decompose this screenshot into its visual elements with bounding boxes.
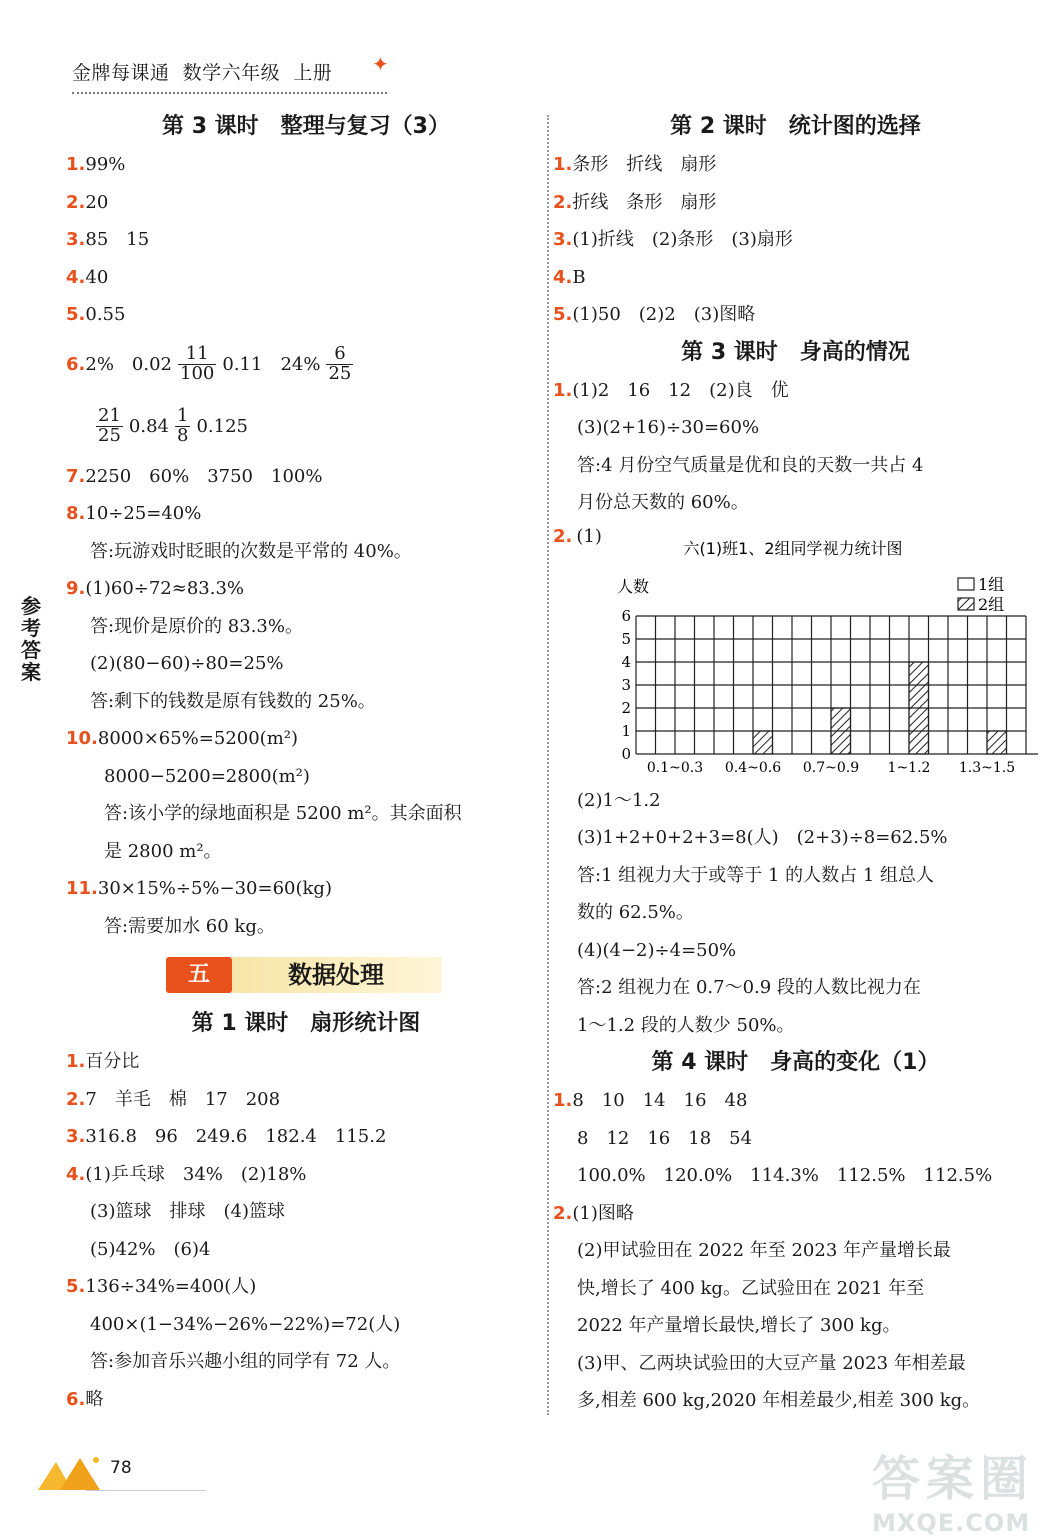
- answer-line: 1～1.2 段的人数少 50%。: [577, 1014, 795, 1036]
- chart-title: 六(1)班1、2组同学视力统计图: [683, 538, 903, 558]
- subject: 数学六年级: [182, 62, 281, 84]
- y-axis-label: 人数: [617, 576, 650, 596]
- fraction: $\frac{11}{100}$: [180, 343, 215, 384]
- lesson-title: 第 1 课时 扇形统计图: [191, 1011, 421, 1036]
- x-tick-label: 0.4~0.6: [724, 759, 782, 776]
- answer-line: 1.(1)2 16 12 (2)良 优: [553, 379, 789, 401]
- answer-line: 1.99%: [66, 154, 126, 175]
- bar-group2: [831, 708, 851, 754]
- answer-line: 答:需要加水 60 kg。: [104, 915, 275, 937]
- answer-line: 100.0% 120.0% 114.3% 112.5% 112.5%: [577, 1165, 993, 1186]
- answer-line: 6.2% 0.02 $\frac{11}{100}$ 0.11 24% $\frac{6}{25}$: [66, 343, 352, 384]
- unit-banner: [66, 951, 546, 1001]
- answer-line: 数的 62.5%。: [577, 902, 694, 923]
- vision-chart: 2. (1) 六(1)班1、2组同学视力统计图 人数 0 1 2 3 4 5 6 0.1~0.3 0.4~0.6 0.7~0.9 1~1.2 1.3~1.5 1组 2组: [553, 522, 1038, 782]
- answer-line: 2.20: [66, 191, 109, 213]
- lesson-title: 第 3 课时 整理与复习（3）: [162, 114, 450, 139]
- answer-line: 2.(1)图略: [553, 1202, 634, 1224]
- y-tick-label: 0: [621, 744, 631, 763]
- answer-line: 2.7 羊毛 棉 17 208: [66, 1088, 281, 1110]
- answer-line: 答:该小学的绿地面积是 5200 m²。其余面积: [104, 803, 462, 824]
- answer-line: (2)(80−60)÷80=25%: [90, 653, 284, 674]
- answer-line: (2)1～1.2: [577, 789, 661, 811]
- answer-line: 8000−5200=2800(m²): [104, 765, 310, 787]
- header-divider: [72, 92, 387, 94]
- page-header: [72, 52, 392, 98]
- column-divider: [547, 115, 549, 1415]
- fraction: $\frac{1}{8}$: [176, 405, 189, 446]
- answer-line: 1.百分比: [66, 1051, 140, 1072]
- answer-line: (3)(2+16)÷30=60%: [577, 417, 760, 438]
- answer-line: (3)1+2+0+2+3=8(人) (2+3)÷8=62.5%: [577, 827, 948, 848]
- answer-line: 400×(1−34%−26%−22%)=72(人): [90, 1313, 401, 1335]
- answer-line: 7.2250 60% 3750 100%: [66, 465, 323, 487]
- legend-swatch: [958, 598, 974, 610]
- answer-line: 多,相差 600 kg,2020 年相差最少,相差 300 kg。: [577, 1390, 981, 1411]
- answer-line: 答:2 组视力在 0.7～0.9 段的人数比视力在: [577, 977, 921, 998]
- answer-line: 5.136÷34%=400(人): [66, 1276, 257, 1297]
- answer-line: 9.(1)60÷72≈83.3%: [66, 578, 245, 599]
- book-name: 金牌每课通: [72, 62, 170, 84]
- answer-line: (4)(4−2)÷4=50%: [577, 939, 737, 961]
- answer-line: 8.10÷25=40%: [66, 503, 202, 524]
- fraction: $\frac{21}{25}$: [98, 405, 121, 446]
- x-tick-label: 0.7~0.9: [802, 759, 860, 776]
- answer-line: 4.40: [66, 266, 109, 288]
- unit-title: 数据处理: [288, 961, 384, 989]
- legend-swatch: [958, 578, 974, 590]
- answer-line: (3)篮球 排球 (4)篮球: [90, 1201, 285, 1222]
- answer-line: (2)甲试验田在 2022 年至 2023 年产量增长最: [577, 1240, 951, 1261]
- answer-line: 4.(1)乒乓球 34% (2)18%: [66, 1163, 307, 1185]
- page-footer: [38, 1448, 178, 1498]
- x-tick-label: 1.3~1.5: [958, 759, 1016, 776]
- answer-line: 答:剩下的钱数是原有钱数的 25%。: [90, 690, 376, 712]
- right-column: [553, 108, 1038, 1420]
- answer-line: 答:4 月份空气质量是优和良的天数一共占 4: [577, 454, 924, 476]
- lesson-title: 第 3 课时 身高的情况: [681, 339, 910, 365]
- fraction: $\frac{6}{25}$: [328, 343, 352, 384]
- bar-group2: [753, 731, 773, 754]
- y-tick-label: 6: [621, 606, 631, 625]
- bar-group2: [909, 662, 929, 754]
- answer-line: 3.(1)折线 (2)条形 (3)扇形: [553, 229, 793, 250]
- answer-line: 2.折线 条形 扇形: [553, 191, 717, 213]
- answer-line: 6.略: [66, 1388, 104, 1410]
- answer-line: 是 2800 m²。: [104, 840, 222, 862]
- answer-line: 1.8 10 14 16 48: [553, 1090, 748, 1111]
- answer-line: (3)甲、乙两块试验田的大豆产量 2023 年相差最: [577, 1352, 966, 1374]
- lesson-title: 第 2 课时 统计图的选择: [670, 114, 921, 139]
- x-tick-label: 1~1.2: [887, 759, 931, 776]
- answer-line: 2022 年产量增长最快,增长了 300 kg。: [577, 1315, 901, 1336]
- answer-line: 10.8000×65%=5200(m²): [66, 728, 299, 749]
- y-tick-label: 1: [621, 721, 631, 740]
- x-tick-label: 0.1~0.3: [646, 759, 704, 776]
- sparkle-icon: ✦: [372, 52, 389, 76]
- y-tick-label: 4: [621, 652, 631, 671]
- legend-label: 2组: [978, 594, 1005, 614]
- answer-line: 月份总天数的 60%。: [577, 492, 749, 513]
- bar-group2: [987, 731, 1007, 754]
- answer-line: 3.85 15: [66, 229, 150, 250]
- mountain-icon: [38, 1452, 108, 1492]
- y-tick-label: 3: [621, 675, 631, 694]
- y-tick-label: 2: [621, 698, 631, 717]
- side-tab: 参考答案: [21, 594, 41, 684]
- lesson-title: 第 4 课时 身高的变化（1）: [651, 1050, 940, 1075]
- bar-chart: [553, 522, 1038, 782]
- answer-line: 8 12 16 18 54: [577, 1127, 753, 1149]
- answer-line: 快,增长了 400 kg。乙试验田在 2021 年至: [577, 1277, 925, 1299]
- answer-line: 1.条形 折线 扇形: [553, 154, 717, 175]
- answer-line: (5)42% (6)4: [90, 1238, 211, 1260]
- answer-line: 答:1 组视力大于或等于 1 的人数占 1 组总人: [577, 864, 935, 886]
- unit-number: 五: [166, 957, 232, 993]
- page-number: 78: [110, 1458, 132, 1478]
- legend-label: 1组: [978, 574, 1005, 594]
- answer-line: 4.B: [553, 266, 586, 288]
- volume: 上册: [293, 62, 333, 84]
- watermark-logo: 答案圈 MXQE.COM: [872, 1451, 1035, 1536]
- left-column: [66, 108, 546, 1418]
- answer-line: 5.(1)50 (2)2 (3)图略: [553, 304, 756, 325]
- answer-line: 答:参加音乐兴趣小组的同学有 72 人。: [90, 1351, 401, 1372]
- y-tick-label: 5: [621, 629, 631, 648]
- answer-line: 3.316.8 96 249.6 182.4 115.2: [66, 1126, 387, 1147]
- answer-line: 11.30×15%÷5%−30=60(kg): [66, 878, 332, 899]
- answer-line: 答:玩游戏时眨眼的次数是平常的 40%。: [90, 540, 412, 562]
- answer-line: 5.0.55: [66, 304, 126, 325]
- answer-line: $\frac{21}{25}$ 0.84 $\frac{1}{8}$ 0.125: [98, 405, 248, 446]
- answer-line: 答:现价是原价的 83.3%。: [90, 615, 303, 637]
